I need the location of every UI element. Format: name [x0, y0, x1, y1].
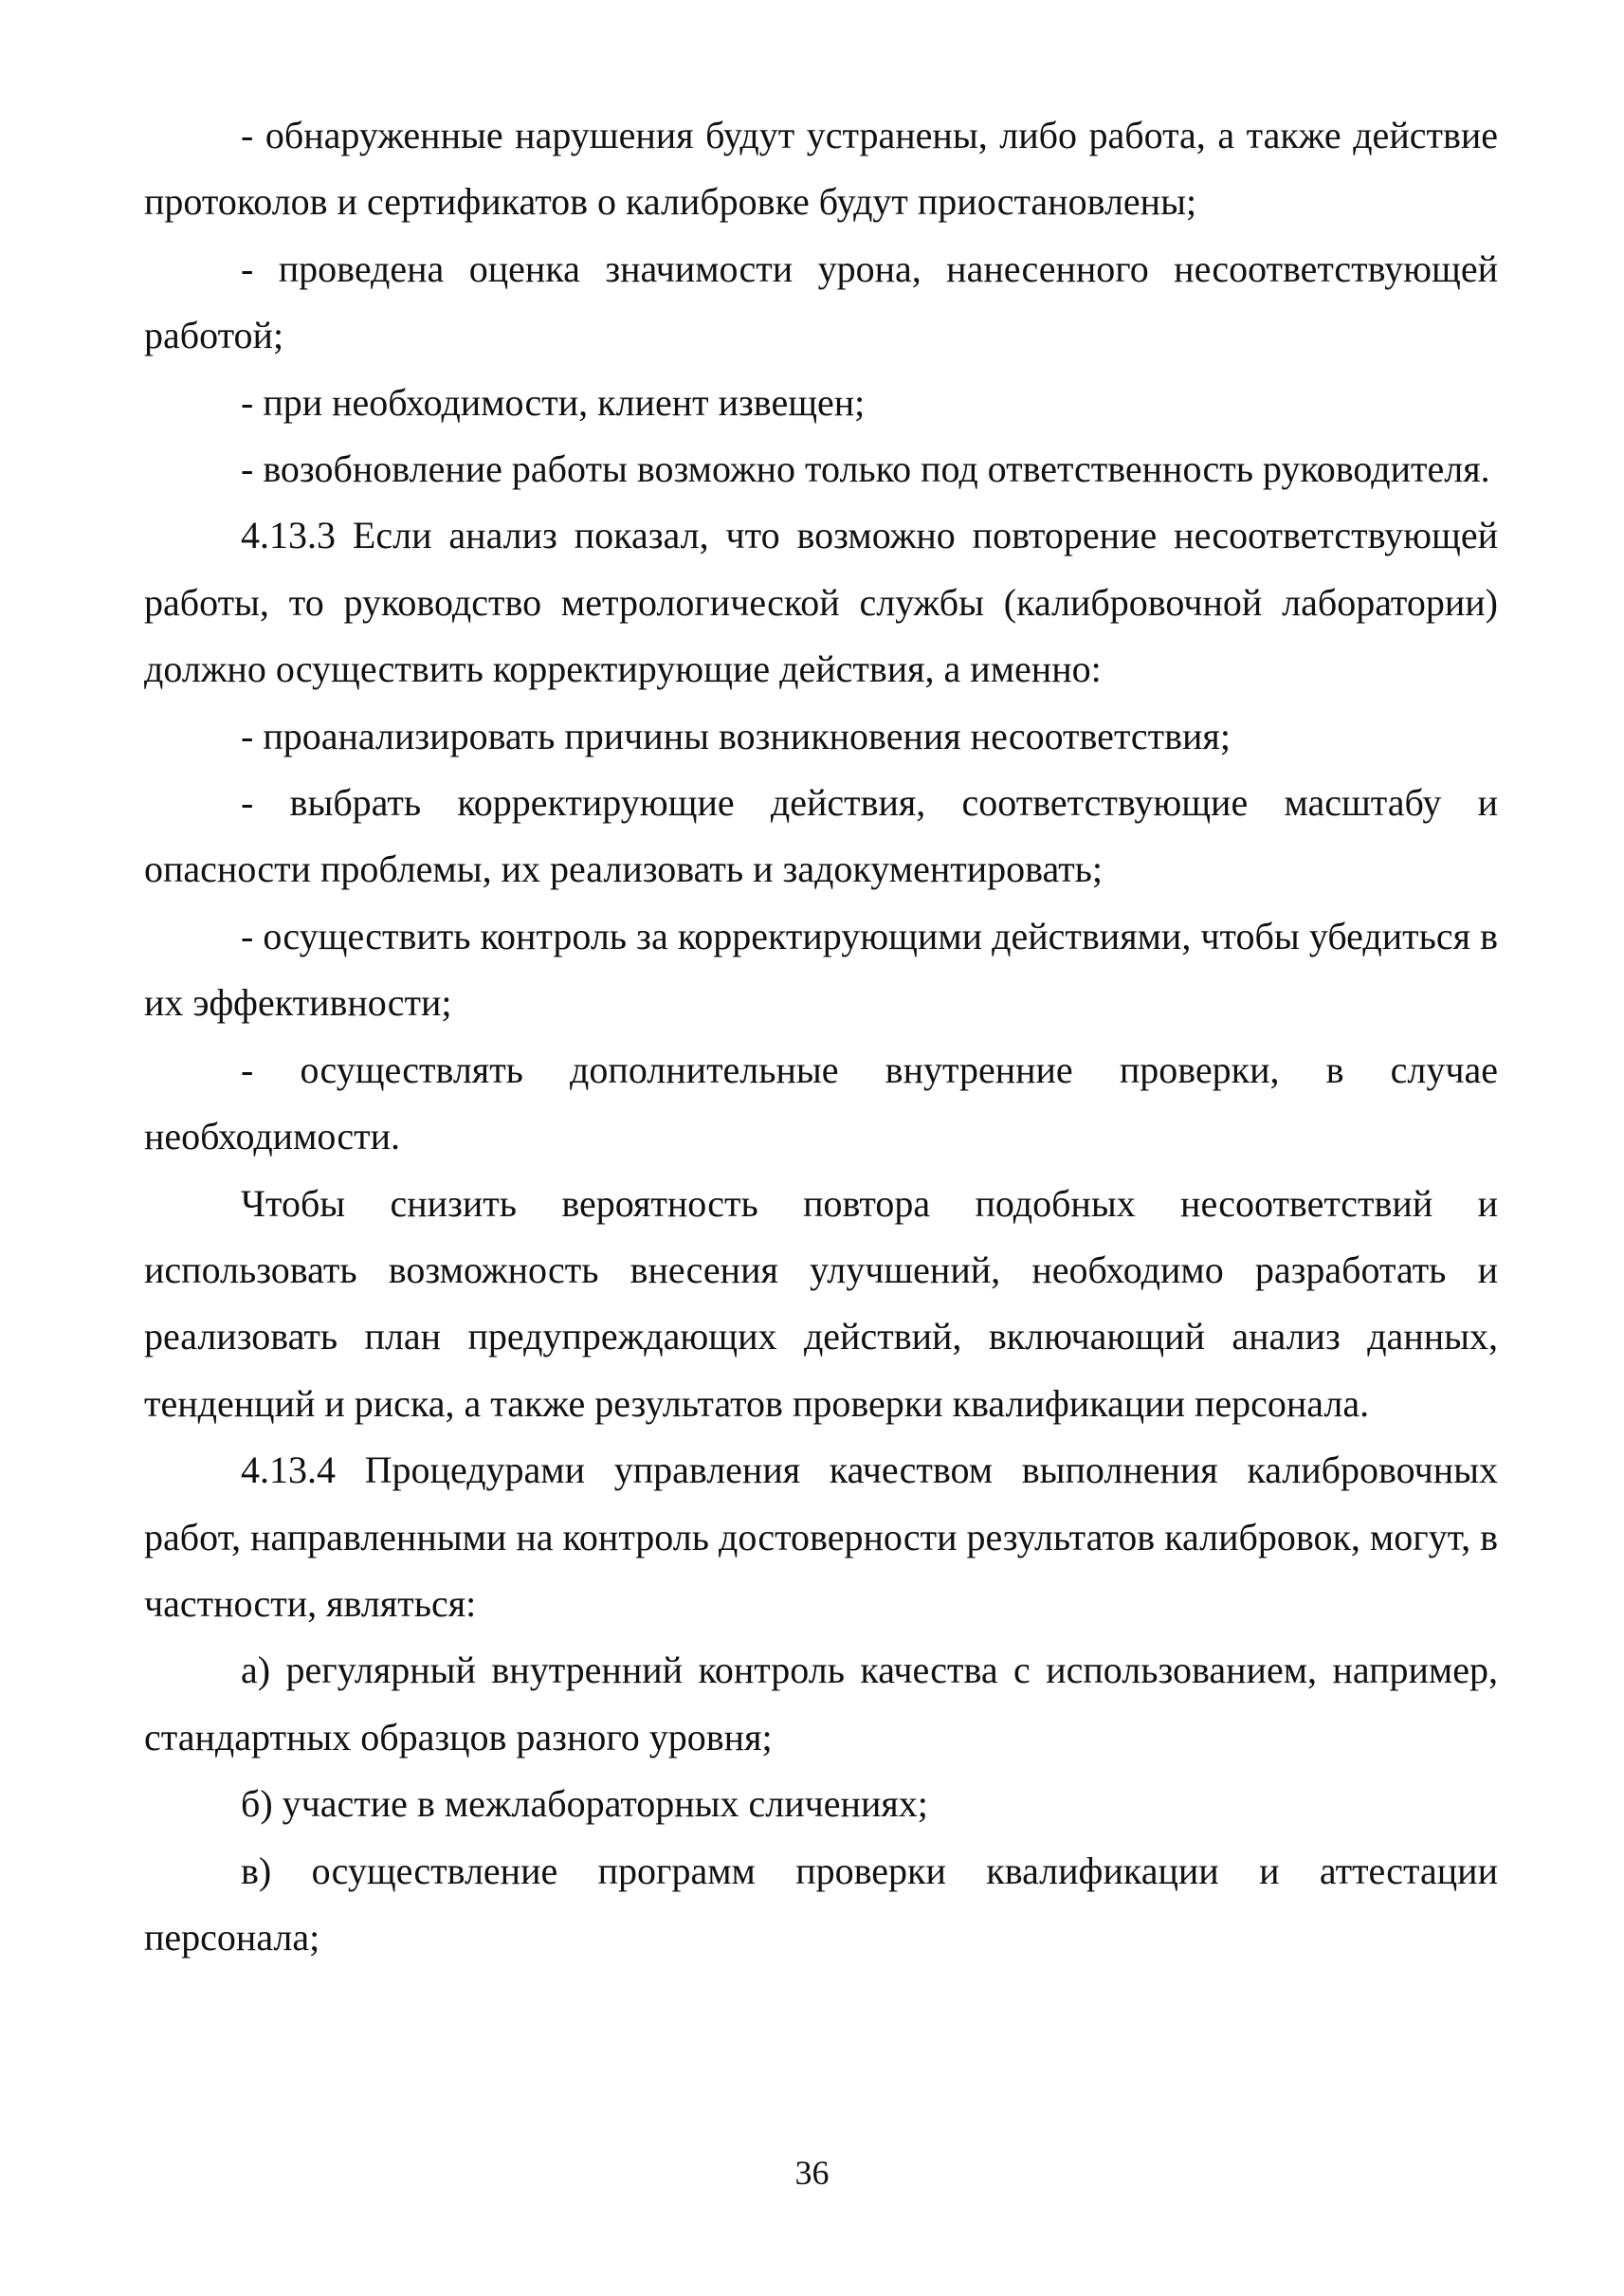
- list-item-a: а) регулярный внутренний контроль качества с использованием, например, стандартных образцов разного уровня;: [144, 1649, 1498, 1758]
- list-item-b: б) участие в межлабораторных сличениях;: [241, 1782, 928, 1826]
- paragraph-section-4-13-3: 4.13.3 Если анализ показал, что возможно повторение несоответствующей работы, то руководство метрологической службы (калибровочной лаборатории) должно осуществить корректирующие действия, а именно:: [144, 514, 1498, 691]
- paragraph-section-4-13-4: 4.13.4 Процедурами управления качеством выполнения калибровочных работ, направленными на контроль достоверности результатов калибровок, могут, в частности, являться:: [144, 1449, 1498, 1625]
- body-text: [144, 102, 1498, 1971]
- paragraph-additional-checks: - осуществлять дополнительные внутренние проверки, в случае необходимости.: [144, 1048, 1498, 1158]
- paragraph-client-notified: - при необходимости, клиент извещен;: [241, 380, 866, 424]
- paragraph-preventive-plan: Чтобы снизить вероятность повтора подобных несоответствий и использовать возможность внесения улучшений, необходимо разработать и реализовать план предупреждающих действий, включающий анализ данных, тенденций и риска, а также результатов проверки квалификации персонала.: [144, 1181, 1498, 1425]
- page-number: 36: [794, 2154, 830, 2192]
- paragraph-work-resumption: - возобновление работы возможно только под ответственность руководителя.: [241, 447, 1490, 491]
- list-item-v: в) осуществление программ проверки квалификации и аттестации персонала;: [144, 1849, 1498, 1959]
- paragraph-damage-assessment: - проведена оценка значимости урона, нанесенного несоответствующей работой;: [144, 246, 1498, 357]
- paragraph-violations-eliminated: - обнаруженные нарушения будут устранены, либо работа, а также действие протоколов и сертификатов о калибровке будут приостановлены;: [144, 114, 1498, 224]
- paragraph-select-actions: - выбрать корректирующие действия, соответствующие масштабу и опасности проблемы, их реализовать и задокументировать;: [144, 781, 1498, 891]
- paragraph-analyze-causes: - проанализировать причины возникновения несоответствия;: [241, 714, 1231, 757]
- paragraph-control-actions: - осуществить контроль за корректирующими действиями, чтобы убедиться в их эффективности;: [144, 914, 1498, 1025]
